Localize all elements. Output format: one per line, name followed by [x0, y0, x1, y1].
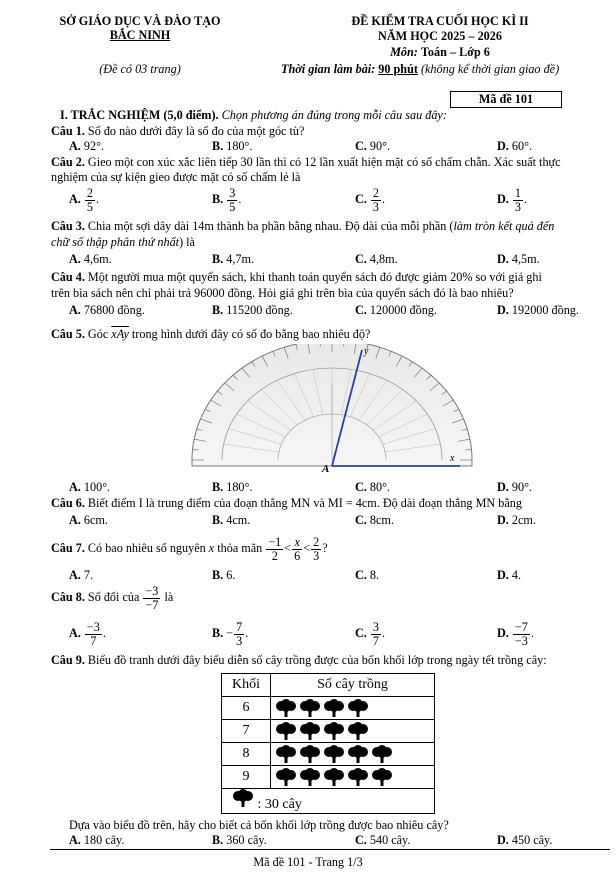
- q2-option-c[interactable]: C. $\frac{2}{3}$ .: [355, 186, 386, 214]
- q7-var: x: [208, 541, 215, 556]
- grade-cell: 6: [222, 697, 271, 720]
- grade-cell: 9: [222, 766, 271, 789]
- q9-option-c[interactable]: C. 540 cây.: [355, 833, 411, 847]
- q7-text-1: Có bao nhiêu số nguyên: [87, 541, 206, 556]
- question-3: [51, 219, 554, 234]
- q7-fraction-1: $\frac{-1}{2}$: [268, 535, 282, 563]
- q7-fraction-3: $\frac{2}{3}$: [313, 535, 320, 563]
- q3-note-2: chữ số thập phân thứ nhất: [51, 235, 180, 249]
- q7-option-c[interactable]: C. 8.: [355, 568, 380, 582]
- pictograph-row: [222, 697, 435, 720]
- tree-icon: [275, 768, 297, 787]
- question-9: [51, 653, 547, 668]
- grade-cell: 7: [222, 720, 271, 743]
- tree-icons: [275, 745, 430, 764]
- tree-icon: [323, 699, 345, 718]
- q8-text-2: là: [164, 590, 174, 605]
- q2-label: Câu 2.: [51, 155, 85, 169]
- tree-icon: [275, 722, 297, 741]
- q8-option-a[interactable]: A. $\frac{-3}{7}$ .: [69, 620, 106, 648]
- tree-icon: [299, 768, 321, 787]
- tree-icon: [347, 722, 369, 741]
- q7-label: Câu 7.: [51, 541, 85, 556]
- q5-angle: $\overline{xAy}$: [111, 327, 129, 341]
- q7-option-a[interactable]: A. 7.: [69, 568, 94, 582]
- time-note: (không kể thời gian giao đề): [420, 62, 560, 76]
- tree-icon: [347, 745, 369, 764]
- tree-icon: [371, 768, 393, 787]
- exam-code-box: Mã đề 101: [450, 91, 562, 108]
- q3-note-1: làm tròn kết quả đến: [453, 219, 555, 233]
- q5-label: Câu 5.: [51, 327, 85, 341]
- pictograph-table: [221, 673, 435, 814]
- tree-icons: [275, 768, 430, 787]
- section-instruction: Chọn phương án đúng trong mỗi câu sau đây:: [221, 108, 447, 122]
- q5-text-2: trong hình dưới đây có số đo bằng bao nhiêu độ?: [131, 327, 371, 341]
- tree-icon: [275, 699, 297, 718]
- question-1: [51, 124, 304, 139]
- school-year: NĂM HỌC 2025 – 2026: [378, 29, 502, 43]
- q9-text: Biểu đồ tranh dưới đây biểu diễn số cây trồng được của bốn khối lớp trong ngày tết trồng cây:: [87, 653, 547, 667]
- header-trees: Số cây trồng: [271, 674, 435, 697]
- label-y: y: [364, 346, 369, 357]
- q1-label: Câu 1.: [51, 124, 85, 138]
- label-a: A: [322, 463, 330, 474]
- q3-label: Câu 3.: [51, 219, 85, 233]
- tree-icon: [232, 789, 254, 808]
- q8-option-d[interactable]: D. $\frac{-7}{-3}$ .: [497, 620, 534, 648]
- province-name: BẮC NINH: [109, 28, 171, 42]
- legend-tree-icon: [232, 789, 254, 808]
- q2-text-2: nghiệm của sự kiện gieo được mặt có số chấm lẻ là: [51, 170, 301, 184]
- q7-option-b[interactable]: B. 6.: [212, 568, 236, 582]
- q5-option-c[interactable]: C. 80°.: [355, 480, 391, 494]
- tree-icons: [275, 699, 430, 718]
- section-title: I. TRẮC NGHIỆM (5,0 điểm).: [60, 108, 219, 122]
- q4-text-1: Một người mua một quyển sách, khi thanh toán quyển sách đó được giảm 20% so với giá ghi: [87, 270, 542, 284]
- tree-icon: [299, 699, 321, 718]
- tree-icon: [371, 745, 393, 764]
- q5-option-d[interactable]: D. 90°.: [497, 480, 533, 494]
- q3-option-b[interactable]: B. 4,7m.: [212, 252, 254, 266]
- q1-option-a[interactable]: A. 92°.: [69, 139, 105, 153]
- page-count-note: (Đề có 03 trang): [99, 62, 181, 76]
- q6-label: Câu 6.: [51, 496, 85, 510]
- header-grade: Khối: [222, 674, 271, 697]
- q7-text-2: thỏa mãn: [217, 541, 263, 556]
- q9-option-a[interactable]: A. 180 cây.: [69, 833, 125, 847]
- q1-option-d[interactable]: D. 60°.: [497, 139, 533, 153]
- q8-option-b[interactable]: B. − $\frac{7}{3}$ .: [212, 620, 249, 648]
- q3-text-1: Chia một sợi dây dài 14m thành ba phần bằng nhau. Độ dài của mỗi phần (: [87, 219, 454, 233]
- pictograph-header: [222, 674, 435, 697]
- q4-option-b[interactable]: B. 115200 đồng.: [212, 303, 293, 317]
- q5-option-a[interactable]: A. 100°.: [69, 480, 111, 494]
- protractor-figure: [180, 344, 480, 474]
- question-4: [51, 270, 542, 285]
- q5-text-1: Góc: [87, 327, 109, 341]
- q8-text-1: Số đối của: [87, 590, 140, 605]
- pictograph-row: [222, 720, 435, 743]
- q4-option-d[interactable]: D. 192000 đồng.: [497, 303, 579, 317]
- time-line: [281, 62, 559, 77]
- q9-question: Dựa vào biểu đồ trên, hãy cho biết cả bốn khối lớp trồng được bao nhiêu cây?: [69, 818, 449, 832]
- footer-rule: [50, 849, 610, 850]
- tree-icon: [299, 722, 321, 741]
- q6-option-b[interactable]: B. 4cm.: [212, 513, 251, 527]
- question-5: [51, 327, 370, 342]
- q7-option-d[interactable]: D. 4.: [497, 568, 522, 582]
- time-value: 90 phút: [378, 62, 418, 76]
- label-x: x: [450, 453, 455, 464]
- q2-option-a[interactable]: A. $\frac{2}{5}$ .: [69, 186, 100, 214]
- pictograph-row: [222, 766, 435, 789]
- q1-option-c[interactable]: C. 90°.: [355, 139, 391, 153]
- q3-text-2: ) là: [179, 235, 195, 249]
- q4-label: Câu 4.: [51, 270, 85, 284]
- question-6: [51, 496, 522, 511]
- q5-option-b[interactable]: B. 180°.: [212, 480, 253, 494]
- q8-option-c[interactable]: C. $\frac{3}{7}$ .: [355, 620, 386, 648]
- tree-icon: [323, 722, 345, 741]
- pictograph-legend: [222, 789, 435, 814]
- question-8: [51, 585, 173, 612]
- q8-label: Câu 8.: [51, 590, 85, 605]
- tree-icon: [299, 745, 321, 764]
- pictograph-row: [222, 743, 435, 766]
- q6-option-d[interactable]: D. 2cm.: [497, 513, 536, 527]
- q3-option-d[interactable]: D. 4,5m.: [497, 252, 540, 266]
- dept-name: SỞ GIÁO DỤC VÀ ĐÀO TẠO: [59, 14, 221, 28]
- q8-fraction: $\frac{-3}{-7}$: [145, 584, 159, 612]
- q1-option-b[interactable]: B. 180°.: [212, 139, 253, 153]
- tree-icon: [275, 745, 297, 764]
- q9-label: Câu 9.: [51, 653, 85, 667]
- exam-title: ĐỀ KIỂM TRA CUỐI HỌC KÌ II: [351, 14, 529, 28]
- subject-label: Môn:: [390, 45, 418, 59]
- question-2: [51, 155, 561, 170]
- q2-option-b[interactable]: B. $\frac{3}{5}$ .: [212, 186, 242, 214]
- q9-option-d[interactable]: D. 450 cây.: [497, 833, 553, 847]
- q2-option-d[interactable]: D. $\frac{1}{3}$ .: [497, 186, 528, 214]
- q4-text-2: trên bìa sách nên chỉ phải trả 96000 đồng. Hỏi giá ghi trên bìa của quyển sách đó là bao nhiêu?: [51, 286, 514, 300]
- q2-text-1: Gieo một con xúc xắc liên tiếp 30 lần thì có 12 lần xuất hiện mặt có số chấm chẵn. Xác suất thực: [87, 155, 561, 169]
- q3-line-2: [51, 235, 195, 250]
- tree-icon: [347, 768, 369, 787]
- tree-icons: [275, 722, 430, 741]
- question-7: Câu 7. Có bao nhiêu số nguyên x thỏa mãn $\frac{-1}{2}$ < $\frac{x}{6}$ < $\frac{2}{3}$ ?: [51, 535, 328, 563]
- tree-icon: [323, 745, 345, 764]
- q6-text: Biết điểm I là trung điểm của đoạn thẳng MN và MI = 4cm. Độ dài đoạn thẳng MN bằng: [87, 496, 522, 510]
- time-label: Thời gian làm bài:: [281, 62, 376, 76]
- q7-fraction-2: $\frac{x}{6}$: [294, 535, 301, 563]
- q6-option-a[interactable]: A. 6cm.: [69, 513, 108, 527]
- tree-icon: [347, 699, 369, 718]
- legend-text: : 30 cây: [257, 797, 302, 812]
- q4-option-c[interactable]: C. 120000 đồng.: [355, 303, 437, 317]
- grade-cell: 8: [222, 743, 271, 766]
- q1-text: Số đo nào dưới đây là số đo của một góc tù?: [87, 124, 305, 138]
- q6-option-c[interactable]: C. 8cm.: [355, 513, 394, 527]
- subject-line: [290, 45, 590, 60]
- q9-option-b[interactable]: B. 360 cây.: [212, 833, 267, 847]
- subject-value: Toán – Lớp 6: [420, 45, 490, 59]
- section-heading: [60, 108, 447, 123]
- tree-icon: [323, 768, 345, 787]
- page-footer: Mã đề 101 - Trang 1/3: [253, 855, 363, 869]
- q3-option-a[interactable]: A. 4,6m.: [69, 252, 112, 266]
- q4-option-a[interactable]: A. 76800 đồng.: [69, 303, 145, 317]
- q3-option-c[interactable]: C. 4,8m.: [355, 252, 398, 266]
